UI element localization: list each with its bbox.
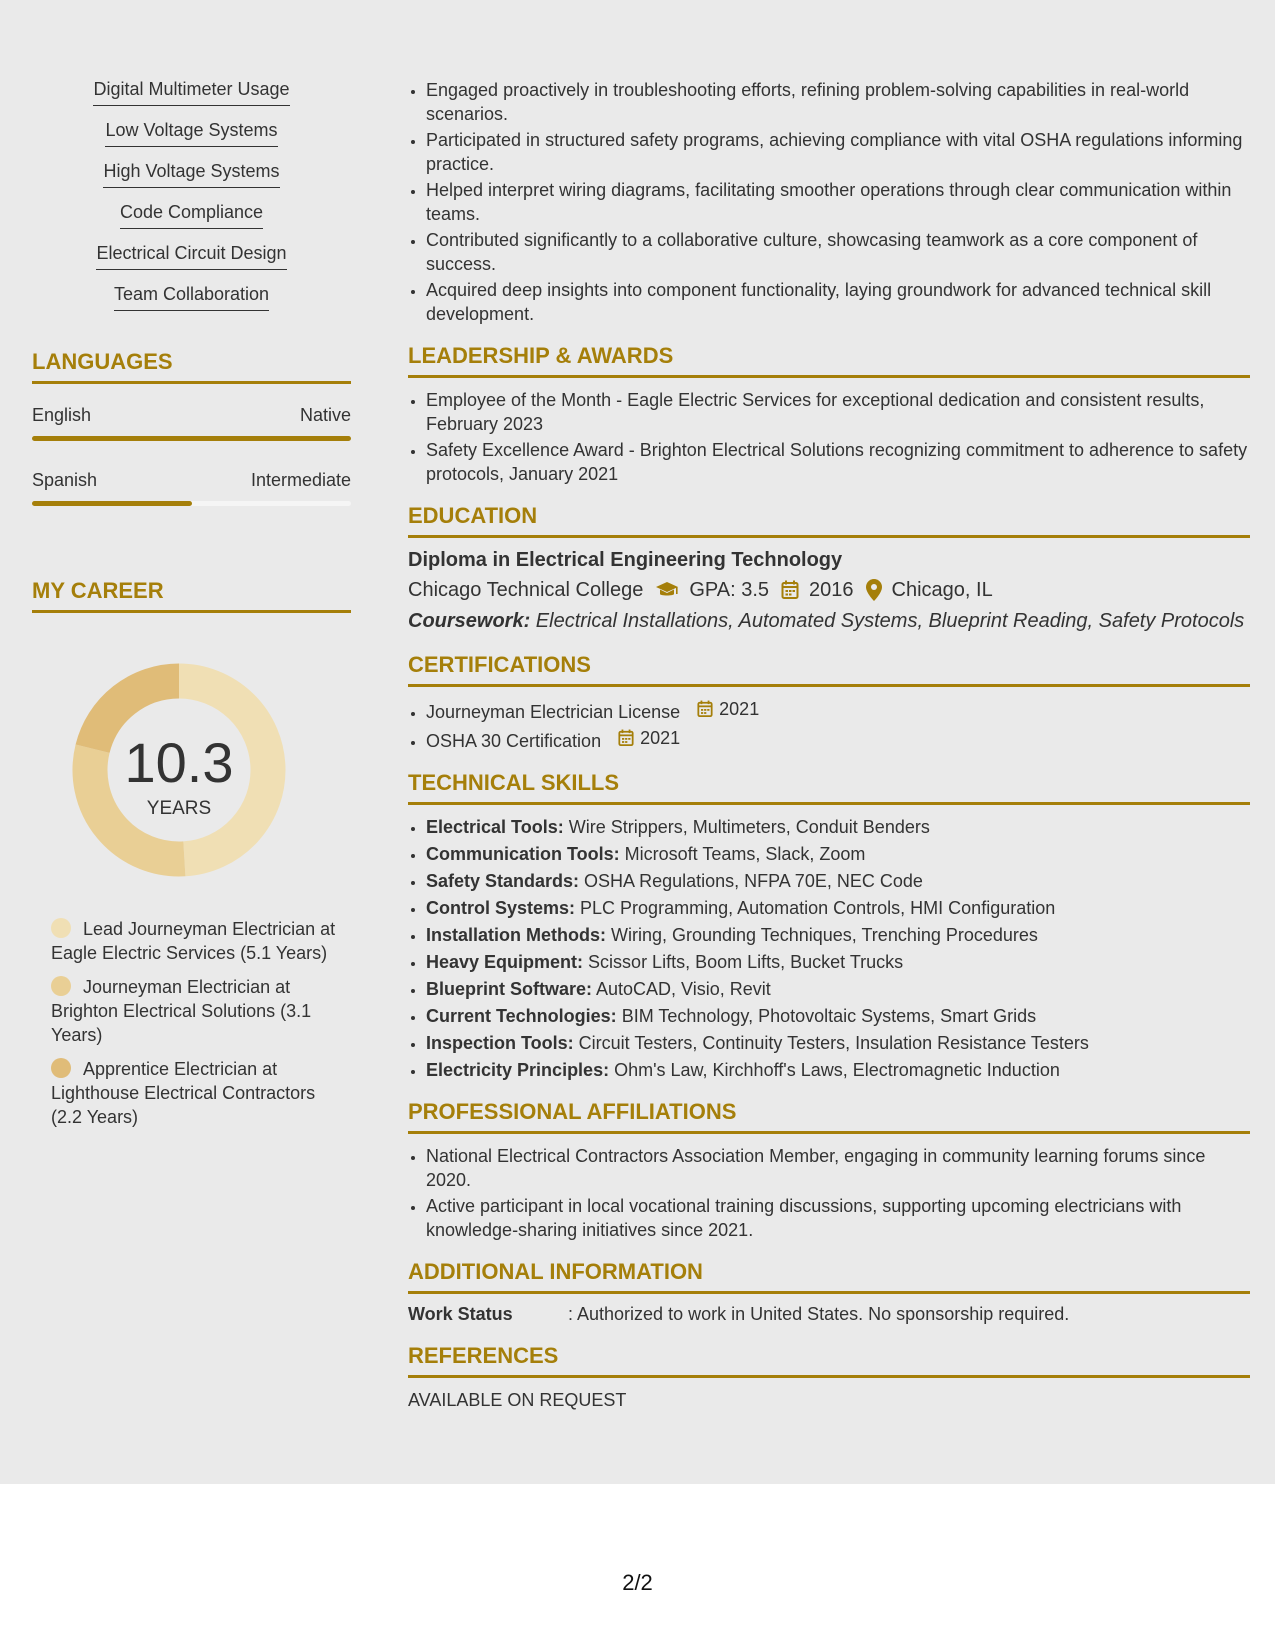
skill-category: Electrical Tools: bbox=[426, 817, 564, 837]
experience-bullet: • Contributed significantly to a collaborative culture, showcasing teamwork as a core component of success. bbox=[426, 228, 1250, 276]
technical-skill-item bbox=[426, 869, 1250, 893]
language-level: Native bbox=[299, 405, 351, 425]
legend-dot bbox=[51, 976, 71, 996]
legend-dot bbox=[51, 918, 71, 938]
technical-skills-title: TECHNICAL SKILLS bbox=[408, 770, 1250, 805]
career-list bbox=[32, 917, 351, 1129]
language-bar bbox=[32, 501, 351, 506]
technical-skill-item bbox=[426, 977, 1250, 1001]
career-years-unit: YEARS bbox=[146, 798, 212, 819]
certifications-title: CERTIFICATIONS bbox=[408, 652, 1250, 687]
education-title: EDUCATION bbox=[408, 503, 1250, 538]
work-status-label: Work Status bbox=[408, 1304, 513, 1324]
calendar-icon bbox=[781, 580, 799, 600]
leadership-title: LEADERSHIP & AWARDS bbox=[408, 343, 1250, 378]
education-coursework bbox=[408, 607, 1250, 635]
graduation-cap-icon bbox=[655, 581, 679, 599]
career-item bbox=[51, 917, 351, 965]
skill-category: Heavy Equipment: bbox=[426, 952, 584, 972]
language-bar-fill bbox=[32, 501, 192, 506]
languages-title: LANGUAGES bbox=[32, 349, 351, 384]
education-school: Chicago Technical College bbox=[408, 579, 644, 601]
skill-label: High Voltage Systems bbox=[103, 160, 279, 188]
additional-info-title: ADDITIONAL INFORMATION bbox=[408, 1259, 1250, 1294]
affiliation-item: • National Electrical Contractors Association Member, engaging in community learning forums since 2020. bbox=[426, 1144, 1250, 1192]
experience-bullet: • Acquired deep insights into component functionality, laying groundwork for advanced technical skill development. bbox=[426, 278, 1250, 326]
certification-name: OSHA 30 Certification bbox=[426, 731, 602, 751]
award-item: • Safety Excellence Award - Brighton Electrical Solutions recognizing commitment to adherence to safety protocols, January 2021 bbox=[426, 438, 1250, 486]
career-role-text: Journeyman Electrician at Brighton Electrical Solutions (3.1 Years) bbox=[51, 977, 312, 1045]
skill-values: OSHA Regulations, NFPA 70E, NEC Code bbox=[579, 871, 923, 891]
language-name: Spanish bbox=[32, 470, 98, 490]
affiliations-section bbox=[408, 1099, 1250, 1242]
career-total-years: 10.3 bbox=[124, 731, 234, 794]
certification-year: 2021 bbox=[640, 728, 681, 748]
skill-label: Low Voltage Systems bbox=[105, 119, 277, 147]
language-bar-fill bbox=[32, 436, 351, 441]
skill-label: Code Compliance bbox=[120, 201, 263, 229]
skill-values: Microsoft Teams, Slack, Zoom bbox=[619, 844, 866, 864]
skill-item bbox=[32, 283, 351, 311]
technical-skill-item bbox=[426, 923, 1250, 947]
career-item bbox=[51, 1057, 351, 1129]
skill-values: AutoCAD, Visio, Revit bbox=[592, 979, 771, 999]
skill-category: Blueprint Software: bbox=[426, 979, 593, 999]
technical-skill-item bbox=[426, 1004, 1250, 1028]
experience-bullet: • Helped interpret wiring diagrams, facilitating smoother operations through clear communication within teams. bbox=[426, 178, 1250, 226]
education-section bbox=[408, 503, 1250, 635]
references-text: AVAILABLE ON REQUEST bbox=[408, 1390, 627, 1410]
skill-category: Installation Methods: bbox=[426, 925, 606, 945]
education-location: Chicago, IL bbox=[891, 579, 993, 601]
career-section bbox=[32, 578, 351, 1129]
skill-values: PLC Programming, Automation Controls, HMI Configuration bbox=[575, 898, 1056, 918]
career-title: MY CAREER bbox=[32, 578, 351, 613]
certification-item bbox=[426, 697, 1250, 724]
technical-skill-item bbox=[426, 815, 1250, 839]
skill-category: Control Systems: bbox=[426, 898, 576, 918]
references-title: REFERENCES bbox=[408, 1343, 1250, 1378]
technical-skill-item bbox=[426, 950, 1250, 974]
work-status-value: : Authorized to work in United States. No sponsorship required. bbox=[568, 1304, 1070, 1324]
technical-skill-item bbox=[426, 1058, 1250, 1082]
language-level: Intermediate bbox=[250, 470, 351, 490]
skill-values: Wiring, Grounding Techniques, Trenching Procedures bbox=[606, 925, 1038, 945]
affiliation-item: • Active participant in local vocational training discussions, supporting upcoming electricians with knowledge-sharing initiatives since 2021. bbox=[426, 1194, 1250, 1242]
skill-label: Team Collaboration bbox=[114, 283, 269, 311]
skill-item bbox=[32, 201, 351, 229]
skill-values: Ohm's Law, Kirchhoff's Laws, Electromagnetic Induction bbox=[609, 1060, 1060, 1080]
skill-item bbox=[32, 242, 351, 270]
work-status-row bbox=[408, 1302, 1250, 1326]
experience-bullet: • Engaged proactively in troubleshooting efforts, refining problem-solving capabilities in real-world scenarios. bbox=[426, 78, 1250, 126]
skill-values: Scissor Lifts, Boom Lifts, Bucket Trucks bbox=[583, 952, 904, 972]
skill-values: Circuit Testers, Continuity Testers, Insulation Resistance Testers bbox=[573, 1033, 1089, 1053]
skill-item bbox=[32, 78, 351, 106]
right-column bbox=[408, 78, 1250, 1412]
certification-year: 2021 bbox=[719, 699, 760, 719]
skill-category: Current Technologies: bbox=[426, 1006, 617, 1026]
languages-section bbox=[32, 349, 351, 506]
references-section bbox=[408, 1343, 1250, 1412]
education-year: 2016 bbox=[809, 579, 854, 601]
left-column bbox=[32, 78, 351, 1139]
career-item bbox=[51, 975, 351, 1047]
leadership-section bbox=[408, 343, 1250, 486]
career-donut-chart bbox=[66, 657, 292, 883]
skill-category: Safety Standards: bbox=[426, 871, 580, 891]
skill-item bbox=[32, 119, 351, 147]
skill-label: Electrical Circuit Design bbox=[96, 242, 286, 270]
certifications-section bbox=[408, 652, 1250, 753]
skill-item bbox=[32, 160, 351, 188]
location-pin-icon bbox=[866, 579, 882, 601]
education-gpa: GPA: 3.5 bbox=[689, 579, 770, 601]
career-role-text: Lead Journeyman Electrician at Eagle Electric Services (5.1 Years) bbox=[51, 919, 336, 963]
calendar-icon bbox=[618, 729, 634, 747]
language-name: English bbox=[32, 405, 92, 425]
additional-info-section bbox=[408, 1259, 1250, 1326]
technical-skills-section bbox=[408, 770, 1250, 1082]
education-details bbox=[408, 576, 1250, 604]
affiliations-title: PROFESSIONAL AFFILIATIONS bbox=[408, 1099, 1250, 1134]
certifications-list bbox=[408, 697, 1250, 753]
technical-skill-item bbox=[426, 1031, 1250, 1055]
experience-bullets bbox=[408, 78, 1250, 326]
skill-category: Communication Tools: bbox=[426, 844, 620, 864]
skill-category: Electricity Principles: bbox=[426, 1060, 610, 1080]
affiliations-list bbox=[408, 1144, 1250, 1242]
coursework-list: Electrical Installations, Automated Systems, Blueprint Reading, Safety Protocols bbox=[530, 610, 1245, 632]
leadership-list bbox=[408, 388, 1250, 486]
skill-label: Digital Multimeter Usage bbox=[93, 78, 289, 106]
calendar-icon bbox=[697, 700, 713, 718]
education-degree: Diploma in Electrical Engineering Technology bbox=[408, 549, 843, 571]
skill-category: Inspection Tools: bbox=[426, 1033, 574, 1053]
award-item: • Employee of the Month - Eagle Electric Services for exceptional dedication and consistent results, February 2023 bbox=[426, 388, 1250, 436]
language-item bbox=[32, 404, 351, 441]
certification-name: Journeyman Electrician License bbox=[426, 702, 681, 722]
coursework-label: Coursework: bbox=[408, 610, 531, 632]
experience-bullet: • Participated in structured safety programs, achieving compliance with vital OSHA regulations informing practice. bbox=[426, 128, 1250, 176]
certification-item bbox=[426, 726, 1250, 753]
skill-values: BIM Technology, Photovoltaic Systems, Smart Grids bbox=[616, 1006, 1037, 1026]
page-number: 2/2 bbox=[622, 1570, 653, 1595]
skills-list bbox=[32, 78, 351, 311]
career-role-text: Apprentice Electrician at Lighthouse Electrical Contractors (2.2 Years) bbox=[51, 1059, 316, 1127]
legend-dot bbox=[51, 1058, 71, 1078]
skill-values: Wire Strippers, Multimeters, Conduit Benders bbox=[563, 817, 930, 837]
language-item bbox=[32, 469, 351, 506]
technical-skill-item bbox=[426, 896, 1250, 920]
language-bar bbox=[32, 436, 351, 441]
technical-skills-list bbox=[408, 815, 1250, 1082]
technical-skill-item bbox=[426, 842, 1250, 866]
